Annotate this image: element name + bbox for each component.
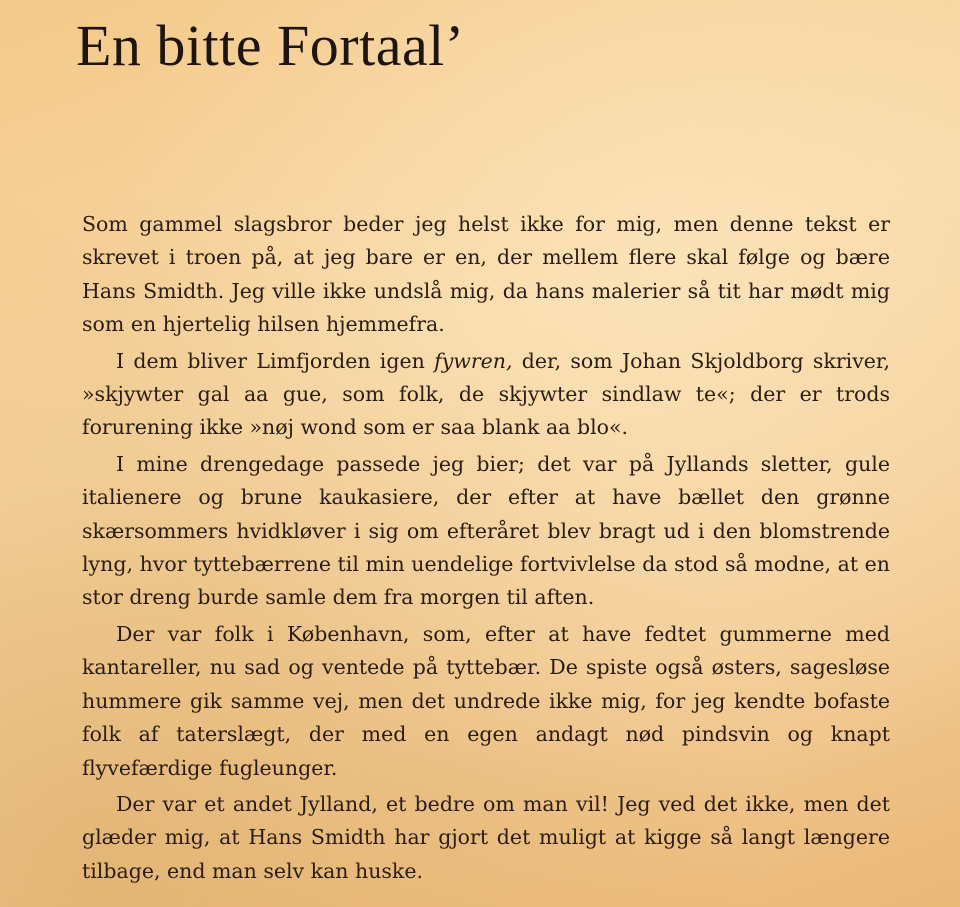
body-text: [82, 208, 890, 891]
paragraph-2: [82, 345, 890, 445]
paragraph-5: Der var et andet Jylland, et bedre om man vil! Jeg ved det ikke, men det glæder mig, at Hans Smidth har gjort det muligt at kigge så langt længere tilbage, end man selv kan huske.: [82, 791, 890, 883]
italic-word: fywren,: [434, 348, 513, 373]
page-title: En bitte Fortaal’: [76, 13, 465, 78]
paragraph-4: Der var folk i København, som, efter at have fedtet gummerne med kantareller, nu sad og ventede på tyttebær. De spiste også østers, sagesløse hummere gik samme vej, men det undrede ikke mig, for jeg kendte bofaste folk af taterslægt, der med en egen andagt nød pindsvin og knapt flyvefærdige fugleunger.: [82, 621, 890, 780]
paragraph-2-start: I dem bliver Limfjorden igen: [116, 348, 435, 373]
paragraph-2-end: der, som Johan Skjoldborg skriver, »skjywter gal aa gue, som folk, de skjywter sindlaw te«; der er trods forurening ikke »nøj wond som er saa blank aa blo«.: [82, 348, 890, 440]
paragraph-3: I mine drengedage passede jeg bier; det var på Jyllands sletter, gule italienere og brune kaukasiere, der efter at have bællet den grønne skærsommers hvidkløver i sig om efteråret blev bragt ud i den blomstrende lyng, hvor tyttebærrene til min uendelige fortvivlelse da stod så modne, at en stor dreng burde samle dem fra morgen til aften.: [82, 451, 890, 610]
paragraph-1: Som gammel slagsbror beder jeg helst ikke for mig, men denne tekst er skrevet i troen på, at jeg bare er en, der mellem flere skal følge og bære Hans Smidth. Jeg ville ikke undslå mig, da hans malerier så tit har mødt mig som en hjertelig hilsen hjemmefra.: [82, 212, 890, 337]
